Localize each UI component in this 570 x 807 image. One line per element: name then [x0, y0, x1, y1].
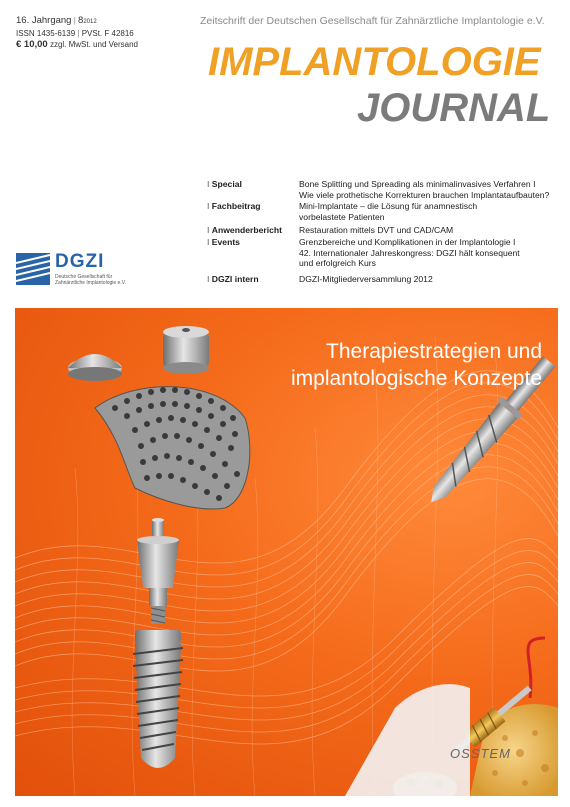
- dgzi-emblem-icon: [16, 253, 50, 285]
- toc-line: Bone Splitting und Spreading als minimalinvasives Verfahren I: [299, 179, 536, 189]
- toc-line: Wie viele prothetische Korrekturen brauchen Implantataufbauten?: [299, 189, 550, 200]
- implant: [133, 630, 183, 768]
- price-note: zzgl. MwSt. und Versand: [49, 40, 138, 49]
- dome-cap: [68, 354, 122, 381]
- toc-category: I Anwenderbericht: [207, 225, 282, 235]
- cover-headline-line2: implantologische Konzepte: [291, 367, 542, 390]
- toc-line: DGZI-Mitgliederversammlung 2012: [299, 274, 433, 284]
- issue-number: 8: [78, 15, 84, 26]
- cover-headline-line1: Therapiestrategien und: [326, 340, 542, 363]
- table-of-contents: [207, 179, 552, 294]
- issue-meta: 16. Jahrgang | 82012 ISSN 1435-6139 | PVSt. F 42816 € 10,00 zzgl. MwSt. und Versand: [16, 15, 138, 50]
- toc-line: und erfolgreich Kurs: [299, 258, 376, 269]
- toc-line: Restauration mittels DVT und CAD/CAM: [299, 225, 454, 235]
- journal-supertitle: Zeitschrift der Deutschen Gesellschaft für Zahnärztliche Implantologie e.V.: [200, 15, 545, 27]
- toc-category: I DGZI intern: [207, 274, 259, 284]
- toc-category: I Events: [207, 237, 240, 247]
- journal-title-implantologie: IMPLANTOLOGIE: [208, 40, 541, 84]
- abutment: [137, 518, 179, 624]
- cylinder-cap: [163, 326, 209, 374]
- dgzi-acronym: DGZI: [55, 251, 105, 272]
- issue-year: 2012: [83, 19, 97, 25]
- price: € 10,00: [16, 39, 48, 50]
- osstem-brand-logo: OSSTEM: [450, 746, 511, 761]
- wave-mesh: [15, 371, 558, 744]
- dgzi-name-line1: Deutsche Gesellschaft für: [55, 274, 113, 280]
- toc-line: 42. Internationaler Jahreskongress: DGZI hält konsequent: [299, 247, 520, 258]
- toc-category: I Special: [207, 179, 242, 189]
- toc-line: Mini-Implantate – die Lösung für anamnestisch: [299, 201, 478, 211]
- titanium-mesh: [95, 387, 250, 509]
- pvst: PVSt. F 42816: [81, 29, 134, 38]
- volume-label: 16. Jahrgang: [16, 15, 72, 26]
- journal-title-journal: JOURNAL: [357, 86, 551, 130]
- cover-headline: [291, 338, 542, 392]
- dgzi-logo: [16, 251, 126, 291]
- toc-line: vorbelastete Patienten: [299, 211, 385, 222]
- toc-line: Grenzbereiche und Komplikationen in der Implantologie I: [299, 237, 516, 247]
- toc-category: I Fachbeitrag: [207, 201, 261, 211]
- issn: ISSN 1435-6139: [16, 29, 76, 38]
- dgzi-name-line2: Zahnärztliche Implantologie e.V.: [55, 280, 126, 286]
- cover-image: [15, 308, 558, 796]
